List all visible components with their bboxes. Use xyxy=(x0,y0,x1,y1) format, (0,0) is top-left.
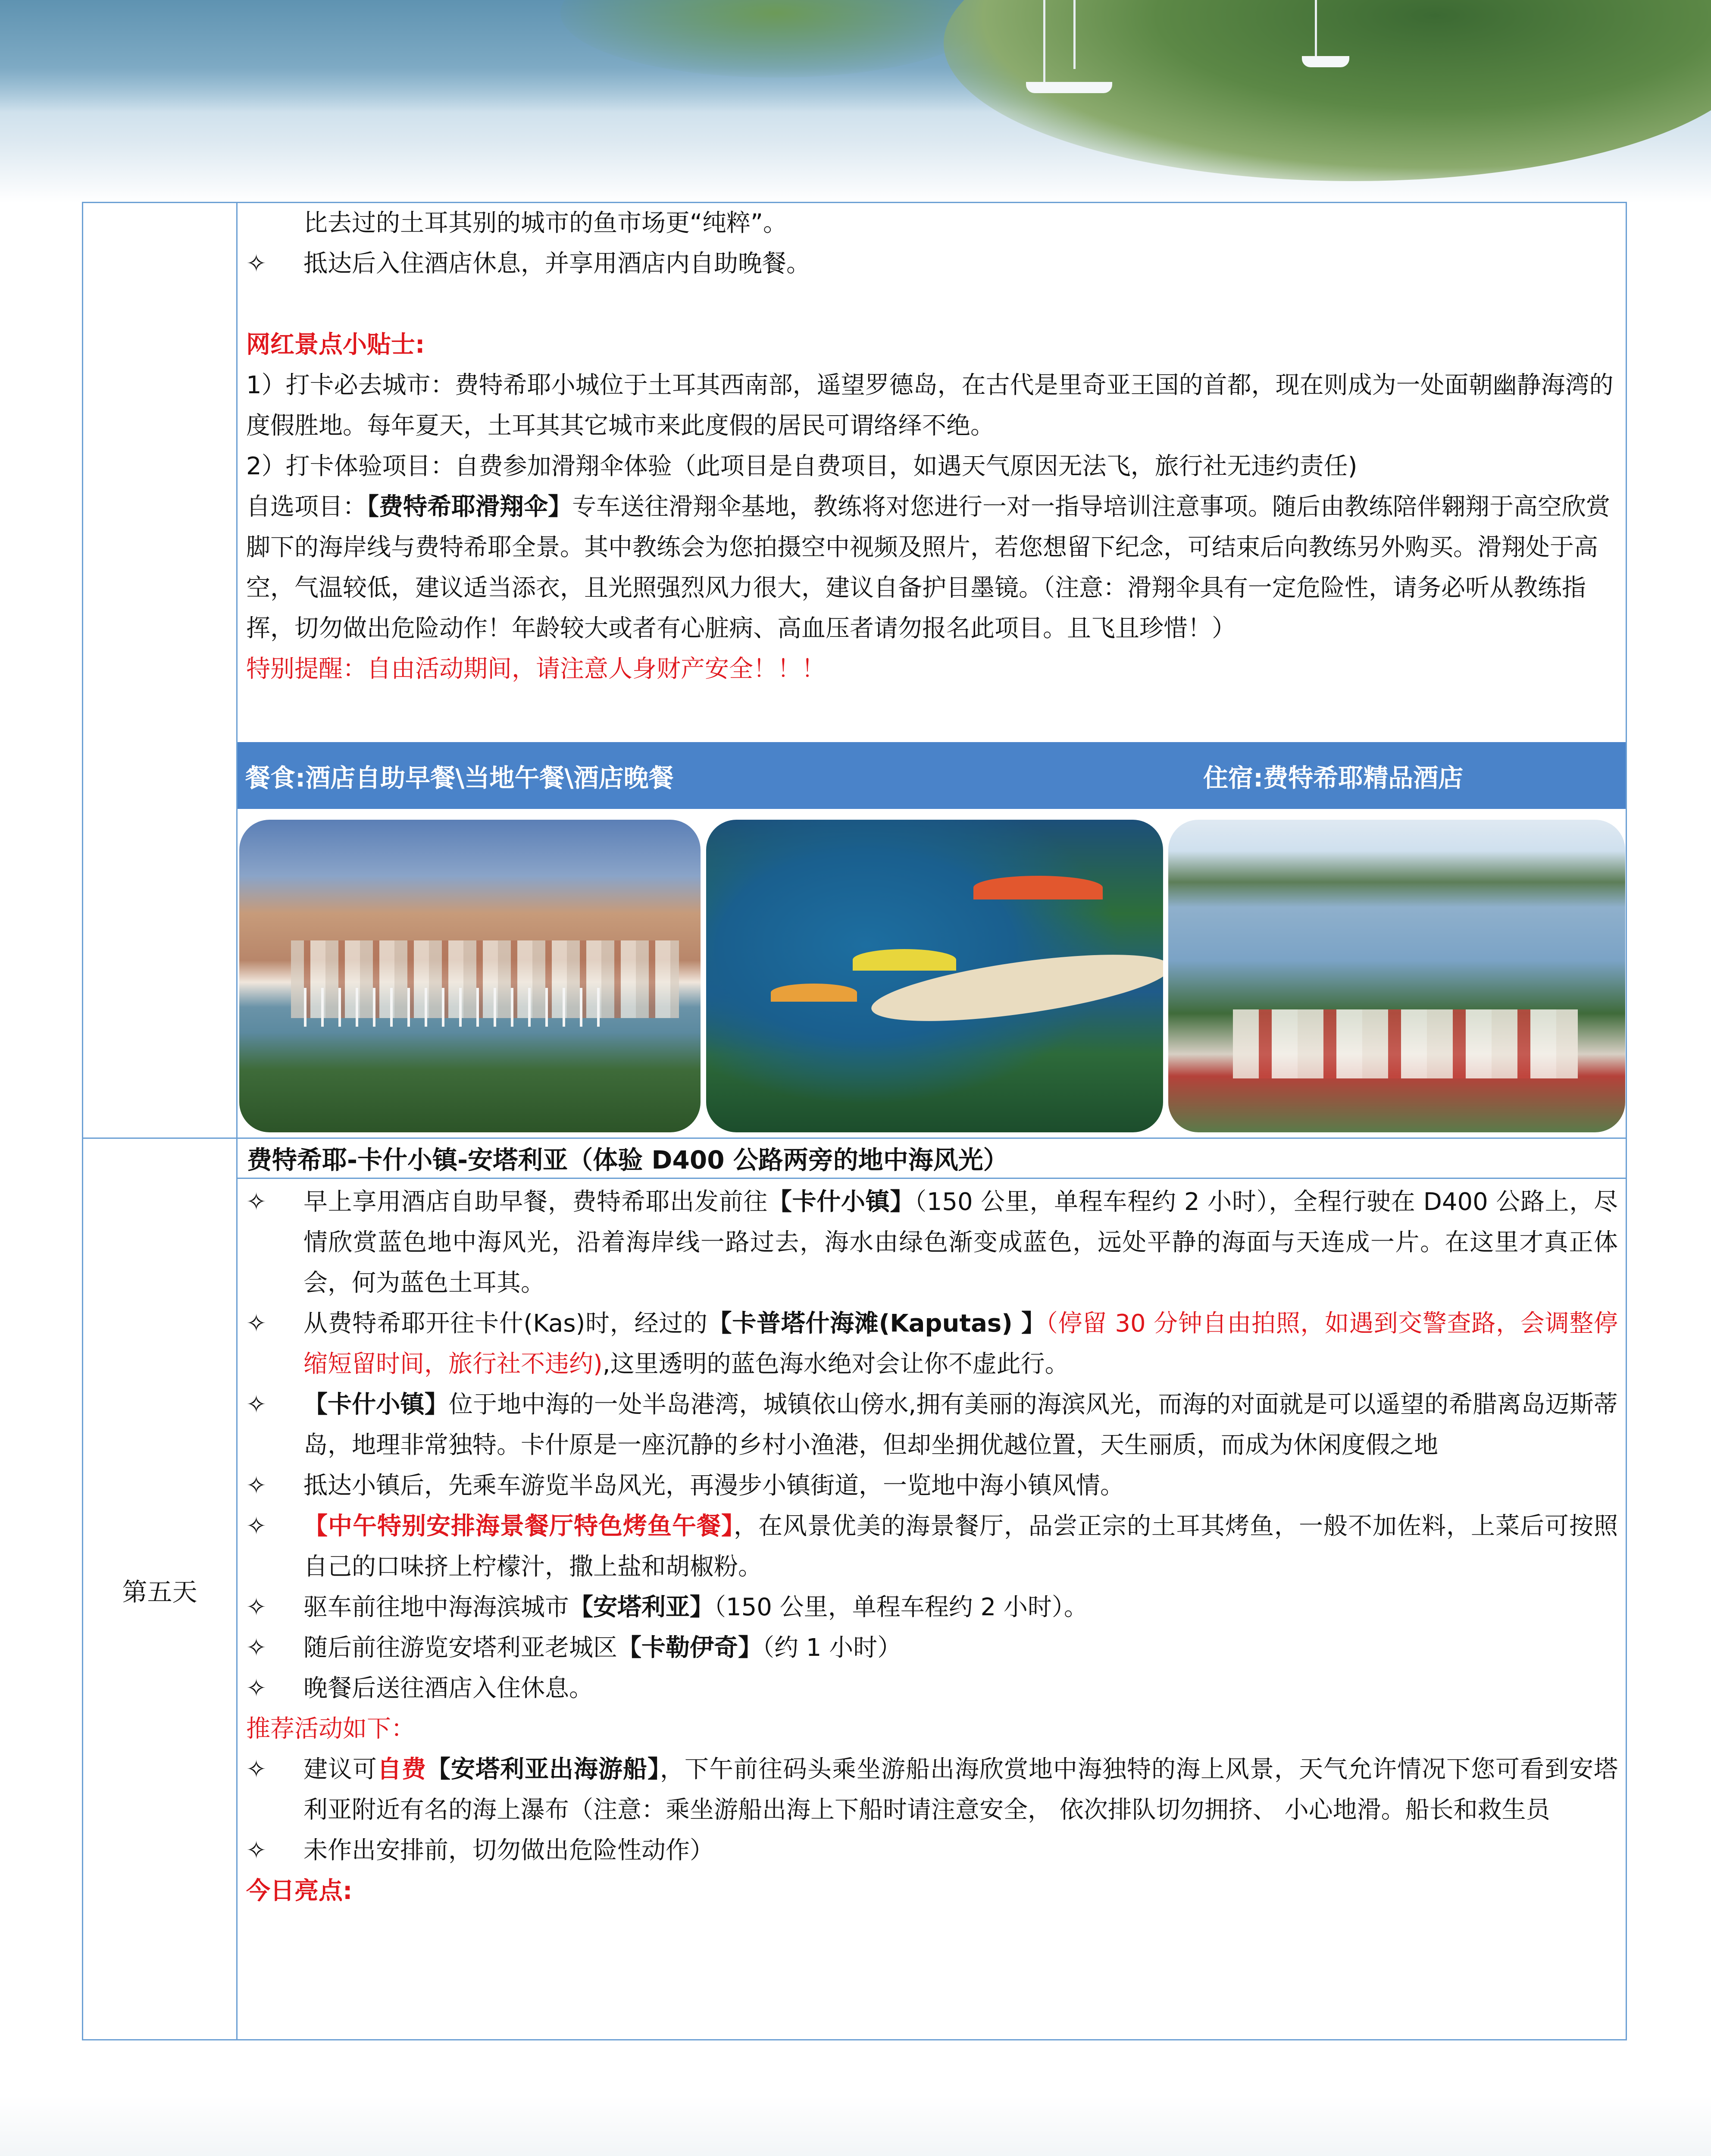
list-item: ✧ 早上享用酒店自助早餐，费特希耶出发前往【卡什小镇】（150 公里，单程车程约 2 小时），全程行驶在 D400 公路上，尽情欣赏蓝色地中海风光，沿着海岸线一路过去，海水由绿色渐变成蓝色，远处平静的海面与天连成一片。在这里才真正体会，何为蓝色土耳其。 xyxy=(246,1182,1618,1304)
fethiye-town-photo xyxy=(239,820,701,1132)
highlight-title: 今日亮点: xyxy=(246,1877,353,1905)
meals-info: 餐食:酒店自助早餐\当地午餐\酒店晚餐 xyxy=(245,763,674,793)
day5-itinerary xyxy=(246,1182,1618,1912)
list-item: ✧ 随后前往游览安塔利亚老城区【卡勒伊奇】（约 1 小时） xyxy=(246,1628,1618,1668)
day-label: 第五天 xyxy=(122,1577,197,1607)
list-item: ✧ 未作出安排前，切勿做出危险性动作） xyxy=(246,1830,1618,1871)
list-item: ✧ 建议可自费【安塔利亚出海游船】，下午前往码头乘坐游船出海欣赏地中海独特的海上风景，天气允许情况下您可看到安塔利亚附近有名的海上瀑布（注意：乘坐游船出海上下船时请注意安全， 依次排队切勿拥挤、 小心地滑。船长和救生员 xyxy=(246,1749,1618,1830)
bullet-icon: ✧ xyxy=(246,1755,266,1783)
list-item: ✧ 【中午特别安排海景餐厅特色烤鱼午餐】，在风景优美的海景餐厅，品尝正宗的土耳其烤鱼，一般不加佐料，上菜后可按照自己的口味挤上柠檬汁，撒上盐和胡椒粉。 xyxy=(246,1506,1618,1587)
paragliding-photo xyxy=(706,820,1163,1132)
day5-title: 费特希耶-卡什小镇-安塔利亚（体验 D400 公路两旁的地中海风光） xyxy=(247,1145,1008,1175)
optional-project: 自选项目：【费特希耶滑翔伞】专车送往滑翔伞基地，教练将对您进行一对一指导培训注意事项。随后由教练陪伴翱翔于高空欣赏脚下的海岸线与费特希耶全景。其中教练会为您拍摄空中视频及照片，若您想留下纪念，可结束后向教练另外购买。滑翔处于高空，气温较低，建议适当添衣，且光照强烈风力很大，建议自备护目墨镜。（注意：滑翔伞具有一定危险性，请务必听从教练指挥，切勿做出危险动作！年龄较大或者有心脏病、高血压者请勿报名此项目。且飞且珍惜！） xyxy=(246,493,1610,642)
continuation-text: 比去过的土耳其别的城市的鱼市场更“纯粹”。 xyxy=(303,209,788,237)
list-item: ✧ 晚餐后送往酒店入住休息。 xyxy=(246,1668,1618,1709)
tip-2: 2）打卡体验项目：自费参加滑翔伞体验（此项目是自费项目，如遇天气原因无法飞，旅行社无违约责任) xyxy=(246,452,1358,480)
day4-continuation xyxy=(246,203,1618,689)
list-item: ✧ 驱车前往地中海海滨城市【安塔利亚】（150 公里，单程车程约 2 小时）。 xyxy=(246,1587,1618,1628)
bullet-icon: ✧ xyxy=(246,1310,266,1338)
meal-hotel-bar xyxy=(238,742,1626,809)
bullet-icon: ✧ xyxy=(246,1593,266,1621)
bullet-icon: ✧ xyxy=(246,1512,266,1540)
bullet-icon: ✧ xyxy=(246,1391,266,1419)
tips-title: 网红景点小贴士: xyxy=(246,331,425,359)
column-divider xyxy=(236,203,238,2039)
bullet-icon: ✧ xyxy=(246,250,266,278)
bottom-banner-image xyxy=(0,2096,1711,2156)
list-item: ✧ 【卡什小镇】位于地中海的一处半岛港湾，城镇依山傍水,拥有美丽的海滨风光，而海的对面就是可以遥望的希腊离岛迈斯蒂岛，地理非常独特。卡什原是一座沉静的乡村小渔港，但却坐拥优越位置，天生丽质，而成为休闲度假之地 xyxy=(246,1385,1618,1466)
safety-warning: 特别提醒：自由活动期间，请注意人身财产安全！！！ xyxy=(246,655,826,683)
list-item: ✧ 抵达小镇后，先乘车游览半岛风光，再漫步小镇街道，一览地中海小镇风情。 xyxy=(246,1466,1618,1506)
list-item: ✧ 抵达后入住酒店休息，并享用酒店内自助晚餐。 xyxy=(246,244,1618,284)
recommend-title: 推荐活动如下： xyxy=(246,1715,415,1743)
bullet-icon: ✧ xyxy=(246,1836,266,1865)
paragliding-highlight: 【费特希耶滑翔伞】 xyxy=(367,493,572,521)
top-banner-image xyxy=(0,0,1711,203)
list-item: ✧ 从费特希耶开往卡什(Kas)时，经过的【卡普塔什海滩(Kaputas) 】（停留 30 分钟自由拍照，如遇到交警查路，会调整停缩短留时间，旅行社不违约),这里透明的蓝色海水绝对会让你不虚此行。 xyxy=(246,1304,1618,1385)
bullet-icon: ✧ xyxy=(246,1188,266,1216)
bullet-icon: ✧ xyxy=(246,1472,266,1500)
itinerary-table xyxy=(82,202,1627,2040)
tip-1: 1）打卡必去城市：费特希耶小城位于土耳其西南部，遥望罗德岛，在古代是里奇亚王国的首都，现在则成为一处面朝幽静海湾的度假胜地。每年夏天，土耳其其它城市来此度假的居民可谓络绎不绝。 xyxy=(246,371,1614,440)
bullet-icon: ✧ xyxy=(246,1674,266,1702)
hotel-info: 住宿:费特希耶精品酒店 xyxy=(1203,763,1464,793)
row-divider xyxy=(83,1138,1626,1139)
harbor-view-photo xyxy=(1168,820,1625,1132)
bullet-icon: ✧ xyxy=(246,1634,266,1662)
